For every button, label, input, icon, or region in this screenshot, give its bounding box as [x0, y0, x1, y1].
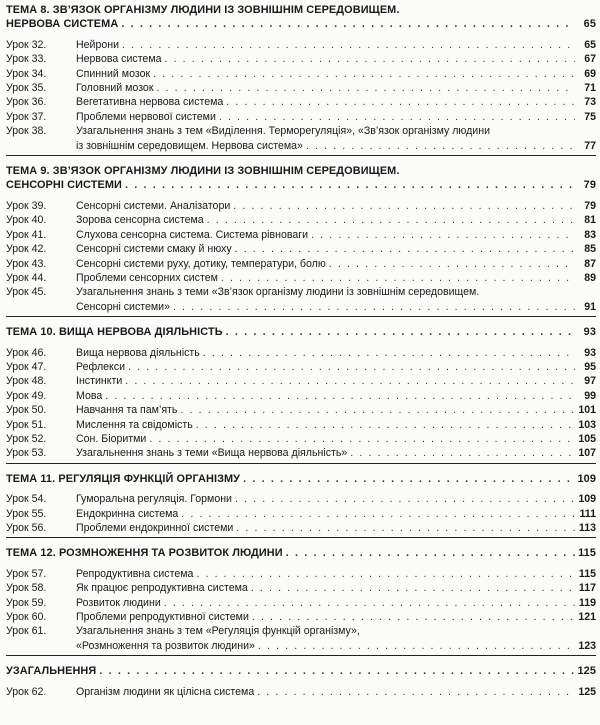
lesson-title [76, 228, 596, 242]
lesson-entry[interactable] [6, 124, 596, 153]
entry-text: Проблеми сенсорних систем [76, 271, 218, 284]
lesson-title [76, 610, 596, 624]
entry-line-final [76, 507, 596, 521]
lesson-number: Урок 38. [6, 125, 47, 138]
lesson-number: Урок 48. [6, 375, 47, 388]
dot-leader [181, 507, 575, 521]
lesson-title [76, 507, 596, 521]
entry-text: Сенсорні системи» [76, 300, 170, 313]
entry-text: ТЕМА 11. РЕГУЛЯЦІЯ ФУНКЦІЙ ОРГАНІЗМУ [6, 472, 241, 485]
lesson-title [76, 581, 596, 595]
lesson-title [76, 432, 596, 446]
toc-section [6, 325, 596, 464]
lesson-number: Урок 62. [6, 685, 47, 698]
lesson-entry[interactable] [6, 418, 596, 432]
entry-text: Спинний мозок [76, 67, 151, 80]
section-page-number: 93 [583, 326, 596, 339]
lesson-entry[interactable] [6, 271, 596, 285]
section-title[interactable] [6, 472, 596, 486]
dot-leader [105, 389, 575, 403]
lesson-number: Урок 32. [6, 38, 47, 51]
section-divider [6, 316, 596, 317]
table-of-contents [6, 3, 596, 699]
section-title[interactable] [6, 3, 596, 32]
lesson-page-number: 93 [584, 346, 596, 359]
lesson-title [76, 389, 596, 403]
lesson-title [76, 110, 596, 124]
entry-line-final [76, 446, 596, 460]
lesson-number: Урок 36. [6, 96, 47, 109]
entry-line-final [6, 664, 596, 678]
entry-line-final [6, 546, 596, 560]
lesson-entry[interactable] [6, 257, 596, 271]
dot-leader [128, 360, 575, 374]
dot-leader [121, 17, 575, 31]
section-title[interactable] [6, 164, 596, 193]
lesson-page-number: 87 [584, 257, 596, 270]
entry-line-final [76, 685, 596, 699]
lesson-number: Урок 51. [6, 418, 47, 431]
entry-line-final [76, 95, 596, 109]
lesson-number: Урок 58. [6, 582, 47, 595]
entry-line-final [76, 228, 596, 242]
section-page-number: 79 [583, 179, 596, 192]
lesson-entry[interactable] [6, 374, 596, 388]
toc-section [6, 164, 596, 317]
lesson-title [76, 492, 596, 506]
entry-text: УЗАГАЛЬНЕННЯ [6, 665, 97, 678]
entry-text: Узагальнення знань з тем «Виділення. Терморегуляція», «Зв’язок організму людини [76, 125, 490, 138]
entry-text: Ендокринна система [76, 507, 179, 520]
dot-leader [165, 52, 576, 66]
lesson-entry[interactable] [6, 242, 596, 256]
lesson-title [76, 67, 596, 81]
entry-text: ТЕМА 9. ЗВ’ЯЗОК ОРГАНІЗМУ ЛЮДИНИ ІЗ ЗОВНІШНІМ СЕРЕДОВИЩЕМ. [6, 165, 400, 178]
section-divider [6, 537, 596, 538]
lesson-entry[interactable] [6, 403, 596, 417]
lesson-title [76, 95, 596, 109]
lesson-page-number: 69 [584, 67, 596, 80]
entry-line-final [76, 110, 596, 124]
entry-line-final [76, 403, 596, 417]
entry-line-final [76, 610, 596, 624]
lesson-number: Урок 46. [6, 346, 47, 359]
dot-leader [286, 546, 575, 560]
lesson-number: Урок 35. [6, 82, 47, 95]
lesson-title [76, 446, 596, 460]
entry-line-final [76, 38, 596, 52]
entry-text: Як працює репродуктивна система [76, 582, 248, 595]
section-divider [6, 655, 596, 656]
entry-text: СЕНСОРНІ СИСТЕМИ [6, 179, 122, 192]
lesson-page-number: 95 [584, 360, 596, 373]
lesson-title [76, 346, 596, 360]
entry-text: Нервова система [76, 53, 162, 66]
section-divider [6, 155, 596, 156]
lesson-page-number: 79 [584, 199, 596, 212]
lesson-page-number: 111 [579, 507, 596, 520]
lesson-page-number: 67 [584, 53, 596, 66]
lesson-page-number: 89 [584, 271, 596, 284]
lesson-page-number: 119 [578, 596, 596, 609]
entry-line-final [76, 139, 596, 153]
lesson-title [76, 285, 596, 314]
lesson-page-number: 75 [584, 110, 596, 123]
lesson-page-number: 113 [578, 522, 596, 534]
lesson-title [76, 624, 596, 653]
entry-line-final [6, 472, 596, 486]
lesson-page-number: 121 [578, 611, 596, 624]
lesson-entry[interactable] [6, 81, 596, 95]
entry-text: Мислення та свідомість [76, 418, 193, 431]
entry-text: Сенсорні системи. Аналізатори [76, 199, 231, 212]
entry-text: Інстинкти [76, 375, 123, 388]
lesson-number: Урок 43. [6, 257, 47, 270]
dot-leader [153, 67, 575, 81]
lesson-number: Урок 57. [6, 567, 47, 580]
lesson-title [76, 685, 596, 699]
entry-line-final [76, 639, 596, 653]
entry-line [6, 3, 596, 17]
entry-text: із зовнішнім середовищем. Нервова система» [76, 139, 303, 152]
dot-leader [219, 110, 575, 124]
lesson-page-number: 107 [578, 447, 596, 460]
lesson-title [76, 360, 596, 374]
entry-line-final [76, 199, 596, 213]
lesson-entry[interactable] [6, 596, 596, 610]
section-page-number: 125 [577, 665, 596, 678]
entry-text: Проблеми ендокринної системи [76, 522, 234, 534]
lesson-number: Урок 44. [6, 271, 47, 284]
dot-leader [221, 271, 575, 285]
dot-leader [173, 300, 575, 314]
lesson-number: Урок 52. [6, 432, 47, 445]
dot-leader [350, 446, 575, 460]
entry-text: Головний мозок [76, 82, 154, 95]
lesson-title [76, 38, 596, 52]
entry-line-final [76, 67, 596, 81]
lesson-entry[interactable] [6, 213, 596, 227]
lesson-title [76, 257, 596, 271]
entry-text: Гуморальна регуляція. Гормони [76, 493, 232, 506]
dot-leader [226, 95, 575, 109]
section-page-number: 109 [577, 472, 596, 485]
lesson-number: Урок 54. [6, 493, 47, 506]
lesson-entry[interactable] [6, 492, 596, 506]
dot-leader [196, 418, 575, 432]
lesson-entry[interactable] [6, 67, 596, 81]
lesson-title [76, 374, 596, 388]
section-page-number: 115 [578, 547, 596, 560]
lesson-page-number: 71 [584, 82, 596, 95]
entry-line-final [76, 81, 596, 95]
dot-leader [122, 38, 575, 52]
toc-section [6, 472, 596, 539]
dot-leader [149, 432, 575, 446]
lesson-page-number: 115 [578, 567, 596, 580]
lesson-page-number: 97 [584, 375, 596, 388]
lesson-entry[interactable] [6, 685, 596, 699]
lesson-number: Урок 45. [6, 286, 47, 299]
lesson-page-number: 91 [584, 300, 596, 313]
entry-text: Організм людини як цілісна система [76, 685, 255, 698]
lesson-title [76, 52, 596, 66]
entry-text: Узагальнення знань з теми «Зв’язок організму людини із зовнішнім середовищем. [76, 286, 480, 299]
lesson-number: Урок 49. [6, 389, 47, 402]
lesson-title [76, 521, 596, 535]
lesson-page-number: 85 [584, 243, 596, 256]
lesson-page-number: 83 [584, 228, 596, 241]
dot-leader [258, 639, 575, 653]
lesson-title [76, 242, 596, 256]
dot-leader [164, 596, 575, 610]
toc-section [6, 3, 596, 156]
section-title[interactable] [6, 546, 596, 560]
entry-line [6, 164, 596, 178]
lesson-page-number: 117 [578, 582, 596, 595]
lesson-title [76, 124, 596, 153]
lesson-title [76, 199, 596, 213]
lesson-number: Урок 42. [6, 243, 47, 256]
lesson-title [76, 567, 596, 581]
lesson-number: Урок 37. [6, 110, 47, 123]
toc-section [6, 546, 596, 656]
dot-leader [233, 199, 575, 213]
entry-text: Вища нервова діяльність [76, 346, 200, 359]
lesson-page-number: 103 [578, 418, 596, 431]
entry-line-final [76, 346, 596, 360]
lesson-entry[interactable] [6, 228, 596, 242]
lesson-number: Урок 53. [6, 447, 47, 460]
entry-line-final [76, 300, 596, 314]
entry-text: ТЕМА 12. РОЗМНОЖЕННЯ ТА РОЗВИТОК ЛЮДИНИ [6, 547, 283, 560]
entry-line-final [76, 257, 596, 271]
lesson-entry[interactable] [6, 521, 596, 535]
entry-line [76, 624, 596, 638]
dot-leader [236, 521, 575, 535]
lesson-entry[interactable] [6, 38, 596, 52]
lesson-title [76, 418, 596, 432]
dot-leader [99, 664, 574, 678]
dot-leader [243, 472, 574, 486]
dot-leader [251, 581, 575, 595]
entry-text: Слухова сенсорна система. Система рівноваги [76, 228, 309, 241]
entry-text: Нейрони [76, 38, 120, 51]
lesson-number: Урок 41. [6, 228, 47, 241]
entry-line-final [76, 581, 596, 595]
entry-text: ТЕМА 8. ЗВ’ЯЗОК ОРГАНІЗМУ ЛЮДИНИ ІЗ ЗОВНІШНІМ СЕРЕДОВИЩЕМ. [6, 4, 400, 16]
lesson-page-number: 77 [584, 139, 596, 152]
lesson-entry[interactable] [6, 432, 596, 446]
entry-line-final [76, 213, 596, 227]
lesson-entry[interactable] [6, 389, 596, 403]
lesson-number: Урок 60. [6, 611, 47, 624]
lesson-number: Урок 50. [6, 404, 47, 417]
dot-leader [252, 610, 575, 624]
lesson-number: Урок 55. [6, 507, 47, 520]
lesson-page-number: 105 [578, 432, 596, 445]
lesson-page-number: 65 [584, 38, 596, 51]
entry-line-final [76, 567, 596, 581]
lesson-entry[interactable] [6, 110, 596, 124]
lesson-page-number: 109 [578, 493, 596, 506]
lesson-page-number: 101 [578, 404, 596, 417]
lesson-entry[interactable] [6, 199, 596, 213]
lesson-entry[interactable] [6, 285, 596, 314]
entry-text: Рефлекси [76, 360, 126, 373]
lesson-number: Урок 47. [6, 360, 47, 373]
entry-line-final [76, 432, 596, 446]
lesson-entry[interactable] [6, 581, 596, 595]
dot-leader [203, 346, 575, 360]
entry-text: «Розмноження та розвиток людини» [76, 639, 255, 652]
dot-leader [196, 567, 575, 581]
entry-line-final [76, 389, 596, 403]
entry-text: Сенсорні системи смаку й нюху [76, 243, 232, 256]
entry-line-final [76, 521, 596, 535]
lesson-entry[interactable] [6, 52, 596, 66]
dot-leader [257, 685, 575, 699]
entry-line-final [76, 596, 596, 610]
dot-leader [125, 374, 575, 388]
lesson-page-number: 73 [584, 96, 596, 109]
lesson-number: Урок 56. [6, 522, 47, 534]
entry-line-final [6, 178, 596, 192]
entry-text: Узагальнення знань з теми «Вища нервова діяльність» [76, 447, 348, 460]
dot-leader [125, 178, 575, 192]
entry-text: Навчання та пам’ять [76, 404, 178, 417]
dot-leader [306, 139, 575, 153]
dot-leader [235, 242, 575, 256]
lesson-entry[interactable] [6, 610, 596, 624]
dot-leader [226, 325, 575, 339]
entry-text: Репродуктивна система [76, 567, 194, 580]
entry-text: Проблеми репродуктивної системи [76, 611, 249, 624]
entry-text: Вегетативна нервова система [76, 96, 224, 109]
dot-leader [235, 492, 575, 506]
entry-line-final [76, 374, 596, 388]
section-title[interactable] [6, 325, 596, 339]
lesson-number: Урок 34. [6, 67, 47, 80]
lesson-title [76, 81, 596, 95]
lesson-entry[interactable] [6, 507, 596, 521]
entry-text: ТЕМА 10. ВИЩА НЕРВОВА ДІЯЛЬНІСТЬ [6, 326, 223, 339]
lesson-page-number: 123 [578, 639, 596, 652]
entry-text: Сенсорні системи руху, дотику, температури, болю [76, 257, 326, 270]
entry-text: НЕРВОВА СИСТЕМА [6, 18, 119, 31]
dot-leader [311, 228, 575, 242]
lesson-title [76, 596, 596, 610]
entry-text: Зорова сенсорна система [76, 214, 204, 227]
entry-line-final [76, 418, 596, 432]
dot-leader [207, 213, 575, 227]
lesson-entry[interactable] [6, 95, 596, 109]
lesson-entry[interactable] [6, 567, 596, 581]
entry-text: Мова [76, 389, 103, 402]
lesson-page-number: 81 [584, 214, 596, 227]
lesson-entry[interactable] [6, 346, 596, 360]
section-title[interactable] [6, 664, 596, 678]
lesson-number: Урок 39. [6, 199, 47, 212]
entry-line [76, 124, 596, 138]
entry-line-final [6, 17, 596, 31]
toc-section [6, 664, 596, 699]
lesson-title [76, 403, 596, 417]
lesson-title [76, 213, 596, 227]
lesson-number: Урок 40. [6, 214, 47, 227]
entry-line-final [76, 52, 596, 66]
section-divider [6, 463, 596, 464]
dot-leader [180, 403, 575, 417]
lesson-entry[interactable] [6, 624, 596, 653]
lesson-page-number: 125 [578, 685, 596, 698]
lesson-number: Урок 33. [6, 53, 47, 66]
entry-line-final [76, 360, 596, 374]
lesson-entry[interactable] [6, 360, 596, 374]
section-page-number: 65 [583, 18, 596, 31]
entry-text: Узагальнення знань з тем «Регуляція функцій організму», [76, 625, 360, 638]
dot-leader [329, 257, 575, 271]
entry-text: Розвиток людини [76, 596, 161, 609]
lesson-entry[interactable] [6, 446, 596, 460]
entry-line [76, 285, 596, 299]
entry-text: Сон. Біоритми [76, 432, 147, 445]
lesson-page-number: 99 [584, 389, 596, 402]
lesson-title [76, 271, 596, 285]
entry-line-final [6, 325, 596, 339]
entry-line-final [76, 271, 596, 285]
lesson-number: Урок 59. [6, 596, 47, 609]
entry-text: Проблеми нервової системи [76, 110, 216, 123]
lesson-number: Урок 61. [6, 625, 47, 638]
dot-leader [156, 81, 575, 95]
entry-line-final [76, 492, 596, 506]
entry-line-final [76, 242, 596, 256]
